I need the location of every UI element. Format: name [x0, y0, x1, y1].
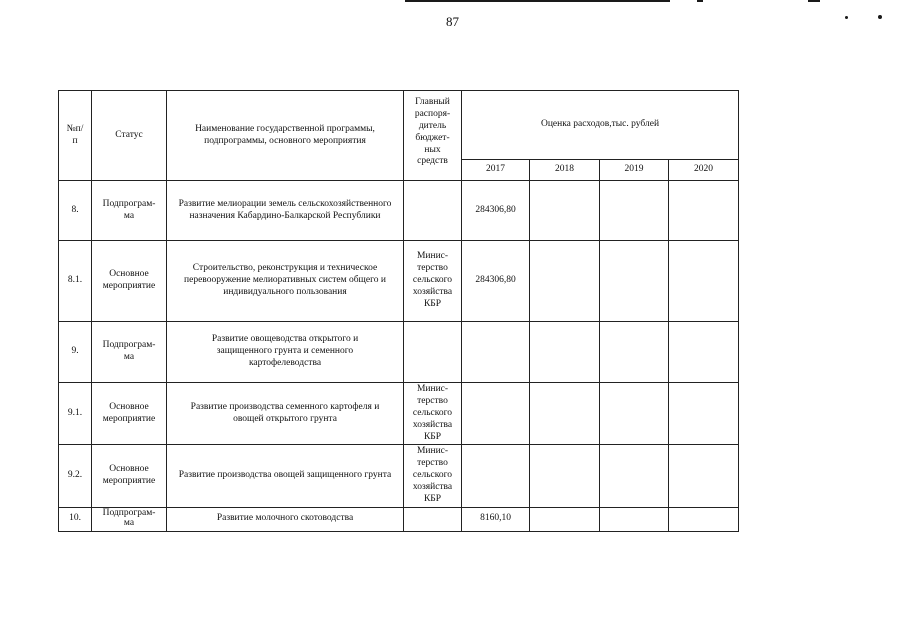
row-value-2018	[530, 507, 600, 531]
row-value-2017: 8160,10	[462, 507, 530, 531]
row-value-2017: 284306,80	[462, 241, 530, 322]
header-year: 2018	[530, 160, 600, 181]
row-status: Основное мероприятие	[92, 383, 167, 445]
row-index: 10.	[59, 507, 92, 531]
row-manager: Минис- терство сельского хозяйства КБР	[404, 445, 462, 507]
row-value-2018	[530, 181, 600, 241]
row-index: 8.	[59, 181, 92, 241]
header-year: 2020	[669, 160, 739, 181]
row-index: 8.1.	[59, 241, 92, 322]
row-manager: Минис- терство сельского хозяйства КБР	[404, 383, 462, 445]
row-manager: Минис- терство сельского хозяйства КБР	[404, 241, 462, 322]
row-value-2017	[462, 322, 530, 383]
table-header	[59, 91, 739, 181]
row-value-2018	[530, 383, 600, 445]
row-value-2017	[462, 445, 530, 507]
table-row	[59, 181, 739, 241]
table-row	[59, 322, 739, 383]
page-number: 87	[446, 14, 459, 29]
row-name: Развитие мелиорации земель сельскохозяйственного назначения Кабардино-Балкарской Республики	[167, 181, 404, 241]
header-expenses: Оценка расходов,тыс. рублей	[462, 91, 739, 160]
row-status: Подпрограм- ма	[92, 322, 167, 383]
row-value-2017	[462, 383, 530, 445]
row-status: Подпрограм- ма	[92, 181, 167, 241]
row-manager	[404, 322, 462, 383]
row-value-2018	[530, 241, 600, 322]
row-manager	[404, 181, 462, 241]
header-manager: Главный распоря- дитель бюджет- ных средств	[404, 91, 462, 181]
row-manager	[404, 507, 462, 531]
header-index: №п/ п	[59, 91, 92, 181]
row-name: Развитие производства семенного картофеля и овощей открытого грунта	[167, 383, 404, 445]
header-year: 2017	[462, 160, 530, 181]
table-row	[59, 383, 739, 445]
row-value-2020	[669, 507, 739, 531]
row-index: 9.1.	[59, 383, 92, 445]
row-name: Развитие овощеводства открытого и защищенного грунта и семенного картофелеводства	[167, 322, 404, 383]
row-value-2020	[669, 445, 739, 507]
row-value-2019	[600, 383, 669, 445]
row-value-2017: 284306,80	[462, 181, 530, 241]
table-row	[59, 507, 739, 531]
row-index: 9.2.	[59, 445, 92, 507]
row-value-2019	[600, 322, 669, 383]
row-value-2019	[600, 241, 669, 322]
header-status: Статус	[92, 91, 167, 181]
table-row	[59, 241, 739, 322]
row-value-2019	[600, 445, 669, 507]
scan-artifact	[808, 0, 820, 2]
table-row	[59, 445, 739, 507]
row-status: Подпрограм- ма	[92, 507, 167, 531]
row-value-2020	[669, 383, 739, 445]
scan-artifact	[697, 0, 703, 2]
row-name: Строительство, реконструкция и техническое перевооружение мелиоративных систем общего и индивидуального пользования	[167, 241, 404, 322]
header-year: 2019	[600, 160, 669, 181]
row-name: Развитие молочного скотоводства	[167, 507, 404, 531]
row-value-2020	[669, 241, 739, 322]
row-value-2020	[669, 181, 739, 241]
row-status: Основное мероприятие	[92, 445, 167, 507]
row-index: 9.	[59, 322, 92, 383]
row-name: Развитие производства овощей защищенного грунта	[167, 445, 404, 507]
row-value-2018	[530, 445, 600, 507]
row-value-2019	[600, 507, 669, 531]
row-value-2020	[669, 322, 739, 383]
budget-table	[58, 90, 739, 532]
row-value-2018	[530, 322, 600, 383]
row-value-2019	[600, 181, 669, 241]
row-status: Основное мероприятие	[92, 241, 167, 322]
header-name: Наименование государственной программы, подпрограммы, основного мероприятия	[167, 91, 404, 181]
scan-artifact	[405, 0, 670, 2]
